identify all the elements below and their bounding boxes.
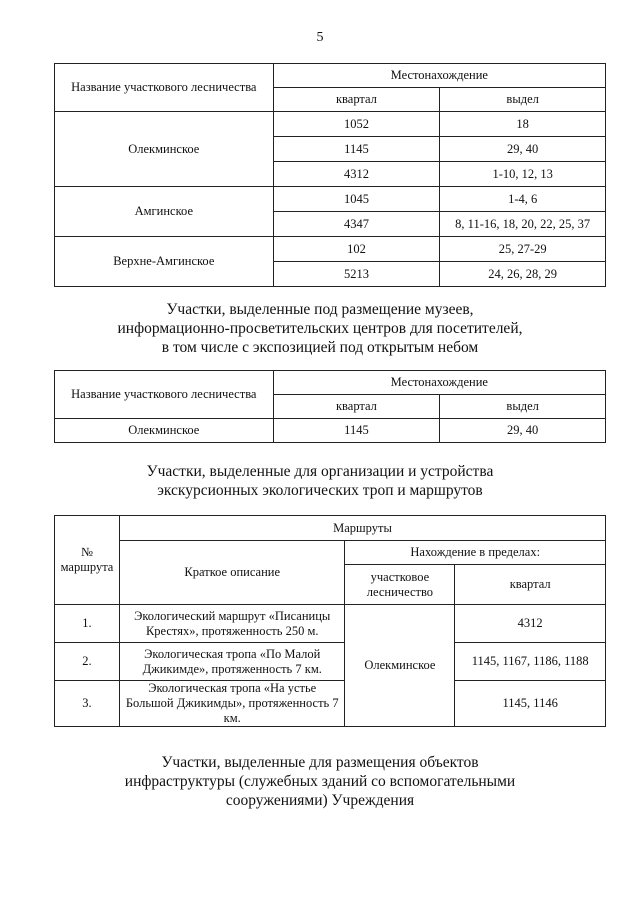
- forestry-name: Верхне-Амгинское: [55, 237, 274, 287]
- kvartal-cell: 4312: [273, 162, 440, 187]
- vydel-cell: 29, 40: [440, 419, 606, 443]
- header-vydel: выдел: [440, 88, 606, 112]
- heading-line: Участки, выделенные под размещение музеев,: [166, 301, 474, 318]
- route-description: Экологическая тропа «На устье Большой Джикимды», протяженность 7 км.: [119, 681, 344, 727]
- kvartal-cell: 1045: [273, 187, 440, 212]
- heading-line: в том числе с экспозицией под открытым небом: [161, 339, 479, 356]
- header-kvartal: квартал: [273, 395, 440, 419]
- kvartal-cell: 4347: [273, 212, 440, 237]
- forestry-name: Олекминское: [55, 419, 274, 443]
- header-forestry: участковое лесничество: [345, 565, 455, 605]
- route-number: 1.: [55, 605, 120, 643]
- route-kvartal: 1145, 1146: [455, 681, 606, 727]
- heading-line: экскурсионных экологических троп и маршрутов: [157, 482, 483, 499]
- header-route-number: № маршрута: [55, 516, 120, 605]
- header-kvartal: квартал: [273, 88, 440, 112]
- vydel-cell: 24, 26, 28, 29: [440, 262, 606, 287]
- kvartal-cell: 1145: [273, 419, 440, 443]
- header-description: Краткое описание: [119, 541, 344, 605]
- eco-trails-table: [54, 515, 606, 727]
- vydel-cell: 29, 40: [440, 137, 606, 162]
- route-forestry: Олекминское: [345, 605, 455, 727]
- heading-line: информационно-просветительских центров для посетителей,: [117, 320, 523, 337]
- forestry-name: Амгинское: [55, 187, 274, 237]
- heading-line: Участки, выделенные для размещения объектов: [161, 754, 479, 771]
- route-number: 2.: [55, 643, 120, 681]
- vydel-cell: 25, 27-29: [440, 237, 606, 262]
- header-forestry-name: Название участкового лесничества: [55, 371, 274, 419]
- route-description: Экологическая тропа «По Малой Джикимде», протяженность 7 км.: [119, 643, 344, 681]
- forestry-name: Олекминское: [55, 112, 274, 187]
- kvartal-cell: 1145: [273, 137, 440, 162]
- header-location: Местонахождение: [273, 64, 605, 88]
- heading-line: Участки, выделенные для организации и устройства: [146, 463, 494, 480]
- kvartal-cell: 1052: [273, 112, 440, 137]
- vydel-cell: 18: [440, 112, 606, 137]
- heading-line: инфраструктуры (служебных зданий со вспомогательными: [124, 773, 516, 790]
- header-routes: Маршруты: [119, 516, 605, 541]
- route-kvartal: 1145, 1167, 1186, 1188: [455, 643, 606, 681]
- header-forestry-name: Название участкового лесничества: [55, 64, 274, 112]
- route-description: Экологический маршрут «Писаницы Крестях», протяженность 250 м.: [119, 605, 344, 643]
- vydel-cell: 1-10, 12, 13: [440, 162, 606, 187]
- page-number: 5: [316, 30, 324, 45]
- museum-location-table: [54, 370, 606, 443]
- route-number: 3.: [55, 681, 120, 727]
- route-kvartal: 4312: [455, 605, 606, 643]
- header-within: Нахождение в пределах:: [345, 541, 606, 565]
- header-location: Местонахождение: [273, 371, 605, 395]
- forestry-location-table: [54, 63, 606, 287]
- vydel-cell: 8, 11-16, 18, 20, 22, 25, 37: [440, 212, 606, 237]
- section-heading-infrastructure: [0, 753, 640, 810]
- section-heading-museums: [0, 300, 640, 357]
- heading-line: сооружениями) Учреждения: [225, 792, 415, 809]
- header-kvartal: квартал: [455, 565, 606, 605]
- kvartal-cell: 102: [273, 237, 440, 262]
- vydel-cell: 1-4, 6: [440, 187, 606, 212]
- header-vydel: выдел: [440, 395, 606, 419]
- kvartal-cell: 5213: [273, 262, 440, 287]
- section-heading-trails: [0, 462, 640, 500]
